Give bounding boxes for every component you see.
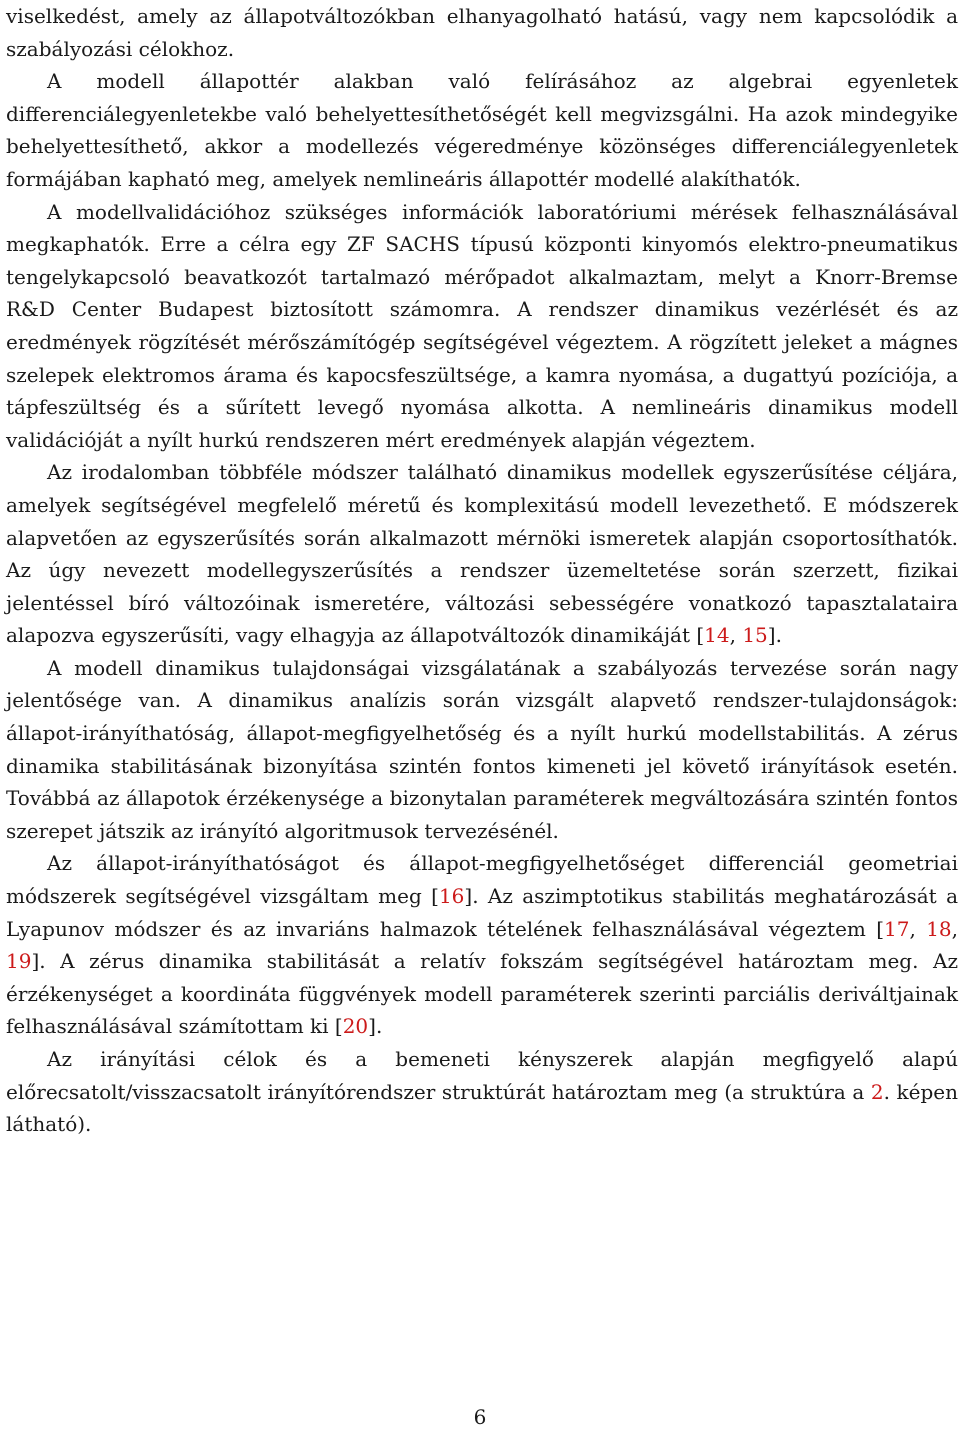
paragraph-2	[6, 65, 958, 195]
figure-reference-link[interactable]: 2	[870, 1079, 884, 1104]
paragraph-5	[6, 652, 958, 848]
paragraph-2-text: A modell állapottér alakban való felírásához az algebrai egyenletek differenciálegyenletekbe való behelyettesíthetőségét kell megvizsgálni. Ha azok mindegyike behelyettesíthető, akkor a modellezés végeredménye közönséges differenciálegyenletek formájában kapható meg, amelyek nemlineáris állapottér modellé alakíthatók.	[6, 69, 958, 191]
paragraph-1	[6, 0, 958, 65]
paragraph-7-text: Az irányítási célok és a bemeneti kényszerek alapján megfigyelő alapú előrecsatolt/visszacsatolt irányítórendszer struktúrát határoztam meg (a struktúra a	[6, 1047, 958, 1104]
citation-link[interactable]: 20	[342, 1014, 369, 1039]
document-body	[6, 0, 958, 1141]
citation-link[interactable]: 16	[438, 884, 465, 909]
paragraph-6-end: ].	[368, 1014, 383, 1039]
paragraph-3-text: A modellvalidációhoz szükséges információk laboratóriumi mérések felhasználásával megkaphatók. Erre a célra egy ZF SACHS típusú központi kinyomós elektro-pneumatikus tengelykapcsoló beavatkozót tartalmazó mérőpadot alkalmaztam, melyt a Knorr-Bremse R&D Center Budapest biztosított számomra. A rendszer dinamikus vezérlését és az eredmények rögzítését mérőszámítógép segítségével végeztem. A rögzített jeleket a mágnes szelepek elektromos árama és kapocsfeszültsége, a kamra nyomása, a dugattyú pozíciója, a tápfeszültség és a sűrített levegő nyomása alkotta. A nemlineáris dinamikus modell validációját a nyílt hurkú rendszeren mért eredmények alapján végeztem.	[6, 199, 958, 452]
paragraph-4-end: ].	[767, 623, 782, 648]
page-number: 6	[473, 1405, 487, 1429]
paragraph-7	[6, 1043, 958, 1141]
citation-separator: ,	[951, 916, 959, 941]
paragraph-4-text: Az irodalomban többféle módszer található dinamikus modellek egyszerűsítése céljára, amelyek segítségével megfelelő méretű és komplexitású modell levezethető. E módszerek alapvetően az egyszerűsítés során alkalmazott mérnöki ismeretek alapján csoportosíthatók. Az úgy nevezett modellegyszerűsítés a rendszer üzemeltetése során szerzett, fizikai jelentéssel bíró változóinak ismeretére, változási sebességére vonatkozó tapasztalataira alapozva egyszerűsíti, vagy elhagyja az állapotváltozók dinamikáját [	[6, 460, 958, 648]
citation-separator: ,	[909, 916, 927, 941]
citation-separator: ,	[729, 623, 743, 648]
paragraph-7-end: . képen látható).	[6, 1079, 958, 1137]
paragraph-6-text: ]. A zérus dinamika stabilitását a relatív fokszám segítségével határoztam meg. Az érzékenységet a koordináta függvények modell paraméterek szerinti parciális deriváltjainak felhasználásával számítottam ki [	[6, 949, 958, 1039]
citation-link[interactable]: 18	[926, 916, 952, 941]
citation-link[interactable]: 17	[884, 916, 910, 941]
paragraph-5-text: A modell dinamikus tulajdonságai vizsgálatának a szabályozás tervezése során nagy jelentősége van. A dinamikus analízis során vizsgált alapvető rendszer-tulajdonságok: állapot-irányíthatóság, állapot-megfigyelhetőség és a nyílt hurkú modellstabilitás. A zérus dinamika stabilitásának bizonyítása szintén fontos kimeneti jel követő irányítások esetén. Továbbá az állapotok érzékenysége a bizonytalan paraméterek megváltozására szintén fontos szerepet játszik az irányító algoritmusok tervezésénél.	[6, 655, 958, 843]
paragraph-6	[6, 847, 958, 1043]
citation-link[interactable]: 15	[742, 623, 768, 648]
citation-link[interactable]: 14	[704, 623, 730, 648]
paragraph-1-text: viselkedést, amely az állapotváltozókban elhanyagolható hatású, vagy nem kapcsolódik a szabályozási célokhoz.	[6, 4, 958, 61]
citation-link[interactable]: 19	[6, 949, 32, 974]
paragraph-4	[6, 456, 958, 652]
paragraph-3	[6, 196, 958, 457]
paragraph-6-text: ]. Az aszimptotikus stabilitás meghatározását a Lyapunov módszer és az invariáns halmazok tételének felhasználásával végeztem [	[6, 884, 958, 941]
paragraph-6-text: Az állapot-irányíthatóságot és állapot-megfigyelhetőséget differenciál geometriai módszerek segítségével vizsgáltam meg [	[6, 851, 958, 909]
